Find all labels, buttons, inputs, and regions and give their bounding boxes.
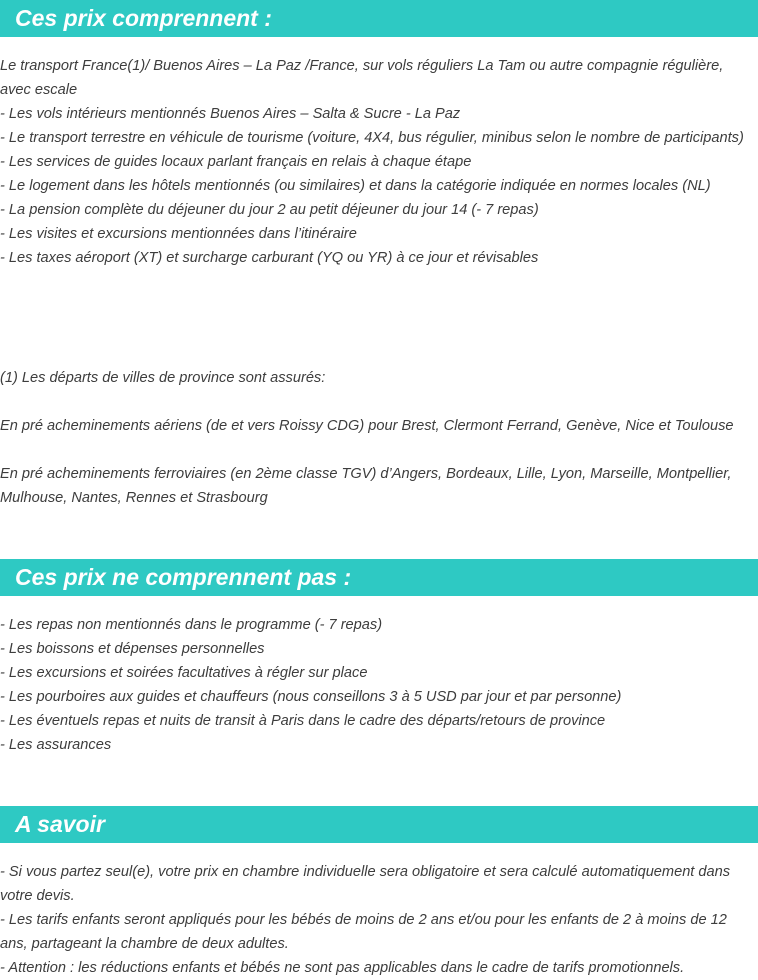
- list-item: - Les boissons et dépenses personnelles: [0, 641, 265, 657]
- footnote: [0, 366, 752, 510]
- list-item: - Les éventuels repas et nuits de transit à Paris dans le cadre des départs/retours de province: [0, 713, 606, 729]
- section-header-included: Ces prix comprennent :: [0, 0, 758, 37]
- list-item: - Les vols intérieurs mentionnés Buenos Aires – Salta & Sucre - La Paz: [0, 106, 461, 122]
- list-item: - Les taxes aéroport (XT) et surcharge carburant (YQ ou YR) à ce jour et révisables: [0, 250, 539, 266]
- list-item: - Le logement dans les hôtels mentionnés (ou similaires) et dans la catégorie indiquée en normes locales (NL): [0, 178, 711, 194]
- list-item: Le transport France(1)/ Buenos Aires – La Paz /France, sur vols réguliers La Tam ou autre compagnie régulière, avec escale: [0, 58, 724, 98]
- list-item: - Les services de guides locaux parlant français en relais à chaque étape: [0, 154, 472, 170]
- good-to-know-list: [0, 860, 752, 980]
- footnote-title: (1) Les départs de villes de province sont assurés:: [0, 370, 326, 386]
- section-header-good-to-know: A savoir: [0, 806, 758, 843]
- list-item: - Les excursions et soirées facultatives à régler sur place: [0, 665, 368, 681]
- list-item: - Attention : les réductions enfants et bébés ne sont pas applicables dans le cadre de tarifs promotionnels.: [0, 960, 685, 976]
- section-header-excluded: Ces prix ne comprennent pas :: [0, 559, 758, 596]
- list-item: - La pension complète du déjeuner du jour 2 au petit déjeuner du jour 14 (- 7 repas): [0, 202, 539, 218]
- list-item: - Le transport terrestre en véhicule de tourisme (voiture, 4X4, bus régulier, minibus selon le nombre de participants): [0, 130, 744, 146]
- footnote-rail: En pré acheminements ferroviaires (en 2ème classe TGV) d’Angers, Bordeaux, Lille, Lyon, Marseille, Montpellier, Mulhouse, Nantes, Rennes et Strasbourg: [0, 466, 732, 506]
- list-item: - Les repas non mentionnés dans le programme (- 7 repas): [0, 617, 383, 633]
- included-list: [0, 54, 752, 270]
- list-item: - Si vous partez seul(e), votre prix en chambre individuelle sera obligatoire et sera calculé automatiquement dans votre devis.: [0, 864, 731, 904]
- list-item: - Les assurances: [0, 737, 112, 753]
- list-item: - Les visites et excursions mentionnées dans l’itinéraire: [0, 226, 357, 242]
- list-item: - Les tarifs enfants seront appliqués pour les bébés de moins de 2 ans et/ou pour les enfants de 2 à moins de 12 ans, partageant la chambre de deux adultes.: [0, 912, 727, 952]
- excluded-list: [0, 613, 752, 757]
- footnote-air: En pré acheminements aériens (de et vers Roissy CDG) pour Brest, Clermont Ferrand, Genève, Nice et Toulouse: [0, 418, 734, 434]
- list-item: - Les pourboires aux guides et chauffeurs (nous conseillons 3 à 5 USD par jour et par personne): [0, 689, 622, 705]
